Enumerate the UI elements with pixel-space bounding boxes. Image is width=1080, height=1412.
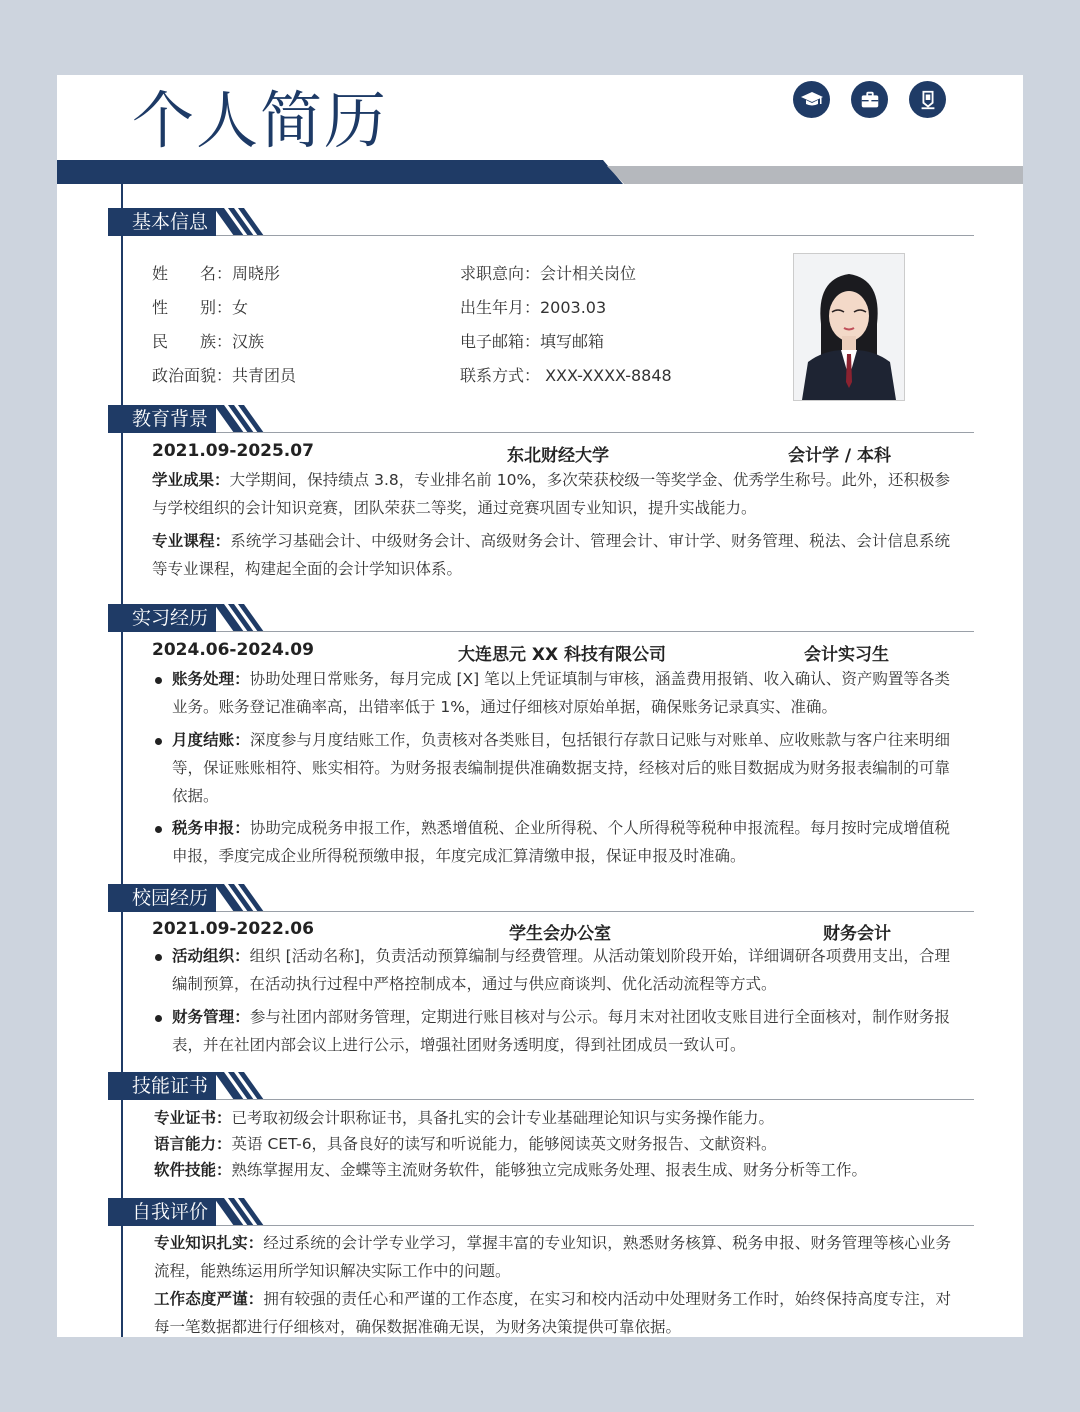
item-label: 学业成果： bbox=[152, 471, 230, 489]
section-stripes-icon bbox=[214, 1198, 270, 1226]
education-courses bbox=[152, 527, 950, 583]
item-label: 专业课程： bbox=[152, 532, 231, 550]
section-header-basic bbox=[108, 208, 974, 236]
section-title: 基本信息 bbox=[108, 208, 216, 236]
item-label: 专业知识扎实： bbox=[154, 1234, 264, 1252]
item-text: 英语 CET-6，具备良好的读写和听说能力，能够阅读英文财务报告、文献资料。 bbox=[231, 1135, 777, 1153]
education-major: 会计学 / 本科 bbox=[788, 446, 892, 466]
section-rule bbox=[216, 235, 974, 236]
section-header-self bbox=[108, 1198, 974, 1226]
graduation-cap-icon bbox=[793, 81, 830, 118]
timeline-line bbox=[121, 184, 123, 1337]
section-title: 实习经历 bbox=[108, 604, 216, 632]
education-achievement bbox=[152, 466, 950, 522]
item-label: 账务处理： bbox=[172, 670, 250, 688]
internship-company: 大连思元 XX 科技有限公司 bbox=[458, 645, 667, 665]
item-text: 协助处理日常账务，每月完成 [X] 笔以上凭证填制与审核，涵盖费用报销、收入确认、资产购置等各类业务。账务登记准确率高，出错率低于 1%，通过仔细核对原始单据，确保账务记录真实、准确。 bbox=[172, 670, 950, 716]
basic-intent: 求职意向：会计相关岗位 bbox=[460, 264, 637, 283]
header-band-blue bbox=[57, 160, 623, 184]
bullet-icon bbox=[155, 826, 162, 833]
item-text: 经过系统的会计学专业学习，掌握丰富的专业知识，熟悉财务核算、税务申报、财务管理等核心业务流程，能熟练运用所学知识解决实际工作中的问题。 bbox=[154, 1234, 951, 1280]
internship-role: 会计实习生 bbox=[804, 645, 889, 665]
campus-role: 财务会计 bbox=[823, 924, 891, 944]
section-rule bbox=[216, 911, 974, 912]
basic-politics: 政治面貌：共青团员 bbox=[152, 366, 297, 385]
item-label: 税务申报： bbox=[172, 819, 250, 837]
header-band-gray bbox=[607, 166, 1023, 184]
basic-name: 姓 名：周晓彤 bbox=[152, 264, 281, 283]
section-header-skills bbox=[108, 1072, 974, 1100]
basic-email: 电子邮箱：填写邮箱 bbox=[460, 332, 605, 351]
section-title: 校园经历 bbox=[108, 884, 216, 912]
item-text: 组织 [活动名称]，负责活动预算编制与经费管理。从活动策划阶段开始，详细调研各项费用支出，合理编制预算，在活动执行过程中严格控制成本，通过与供应商谈判、优化活动流程等方式。 bbox=[172, 947, 950, 993]
resume-title: 个人简历 bbox=[132, 84, 389, 157]
section-stripes-icon bbox=[214, 405, 270, 433]
bullet-icon bbox=[155, 1015, 162, 1022]
section-title: 自我评价 bbox=[108, 1198, 216, 1226]
education-school: 东北财经大学 bbox=[507, 446, 609, 466]
section-title: 教育背景 bbox=[108, 405, 216, 433]
skill-item bbox=[154, 1131, 954, 1157]
section-stripes-icon bbox=[214, 208, 270, 236]
section-rule bbox=[216, 1099, 974, 1100]
bullet-icon bbox=[155, 954, 162, 961]
section-stripes-icon bbox=[214, 884, 270, 912]
item-label: 专业证书： bbox=[154, 1109, 232, 1127]
item-text: 熟练掌握用友、金蝶等主流财务软件，能够独立完成账务处理、报表生成、财务分析等工作。 bbox=[231, 1161, 868, 1179]
badge-icon bbox=[909, 81, 946, 118]
item-label: 活动组织： bbox=[172, 947, 250, 965]
education-period: 2021.09-2025.07 bbox=[152, 441, 314, 461]
item-text: 已考取初级会计职称证书，具备扎实的会计专业基础理论知识与实务操作能力。 bbox=[231, 1109, 775, 1127]
item-label: 月度结账： bbox=[172, 731, 250, 749]
campus-org: 学生会办公室 bbox=[509, 924, 611, 944]
section-header-campus bbox=[108, 884, 974, 912]
section-rule bbox=[216, 1225, 974, 1226]
item-text: 协助完成税务申报工作，熟悉增值税、企业所得税、个人所得税等税种申报流程。每月按时完成增值税申报，季度完成企业所得税预缴申报，年度完成汇算清缴申报，保证申报及时准确。 bbox=[172, 819, 950, 865]
section-header-education bbox=[108, 405, 974, 433]
item-label: 语言能力： bbox=[154, 1135, 232, 1153]
bullet-icon bbox=[155, 738, 162, 745]
section-title: 技能证书 bbox=[108, 1072, 216, 1100]
basic-phone: 联系方式： XXX-XXXX-8848 bbox=[460, 366, 672, 385]
item-text: 深度参与月度结账工作，负责核对各类账目，包括银行存款日记账与对账单、应收账款与客户往来明细等，保证账账相符、账实相符。为财务报表编制提供准确数据支持，经核对后的账目数据成为财务报表编制的可靠依据。 bbox=[172, 731, 950, 805]
section-header-internship bbox=[108, 604, 974, 632]
section-rule bbox=[216, 631, 974, 632]
item-label: 工作态度严谨： bbox=[154, 1290, 264, 1308]
campus-period: 2021.09-2022.06 bbox=[152, 919, 314, 939]
resume-page bbox=[57, 75, 1023, 1337]
skill-item bbox=[154, 1105, 954, 1131]
skill-item bbox=[154, 1157, 954, 1183]
section-stripes-icon bbox=[214, 604, 270, 632]
basic-birth: 出生年月：2003.03 bbox=[460, 298, 607, 317]
self-eval-item bbox=[154, 1229, 951, 1285]
item-text: 系统学习基础会计、中级财务会计、高级财务会计、管理会计、审计学、财务管理、税法、会计信息系统等专业课程，构建起全面的会计学知识体系。 bbox=[152, 532, 950, 578]
header-icons bbox=[793, 81, 946, 118]
briefcase-icon bbox=[851, 81, 888, 118]
section-rule bbox=[216, 432, 974, 433]
internship-period: 2024.06-2024.09 bbox=[152, 640, 314, 660]
section-stripes-icon bbox=[214, 1072, 270, 1100]
profile-photo bbox=[793, 253, 905, 401]
basic-ethnicity: 民 族：汉族 bbox=[152, 332, 265, 351]
item-text: 参与社团内部财务管理，定期进行账目核对与公示。每月末对社团收支账目进行全面核对，制作财务报表，并在社团内部会议上进行公示，增强社团财务透明度，得到社团成员一致认可。 bbox=[172, 1008, 950, 1054]
item-label: 财务管理： bbox=[172, 1008, 250, 1026]
item-text: 大学期间，保持绩点 3.8，专业排名前 10%，多次荣获校级一等奖学金、优秀学生称号。此外，还积极参与学校组织的会计知识竞赛，团队荣获二等奖，通过竞赛巩固专业知识，提升实战能力。 bbox=[152, 471, 950, 517]
item-label: 软件技能： bbox=[154, 1161, 232, 1179]
item-text: 拥有较强的责任心和严谨的工作态度，在实习和校内活动中处理财务工作时，始终保持高度专注，对每一笔数据都进行仔细核对，确保数据准确无误，为财务决策提供可靠依据。 bbox=[154, 1290, 951, 1336]
bullet-icon bbox=[155, 677, 162, 684]
basic-gender: 性 别：女 bbox=[152, 298, 249, 317]
self-eval-item bbox=[154, 1285, 951, 1337]
